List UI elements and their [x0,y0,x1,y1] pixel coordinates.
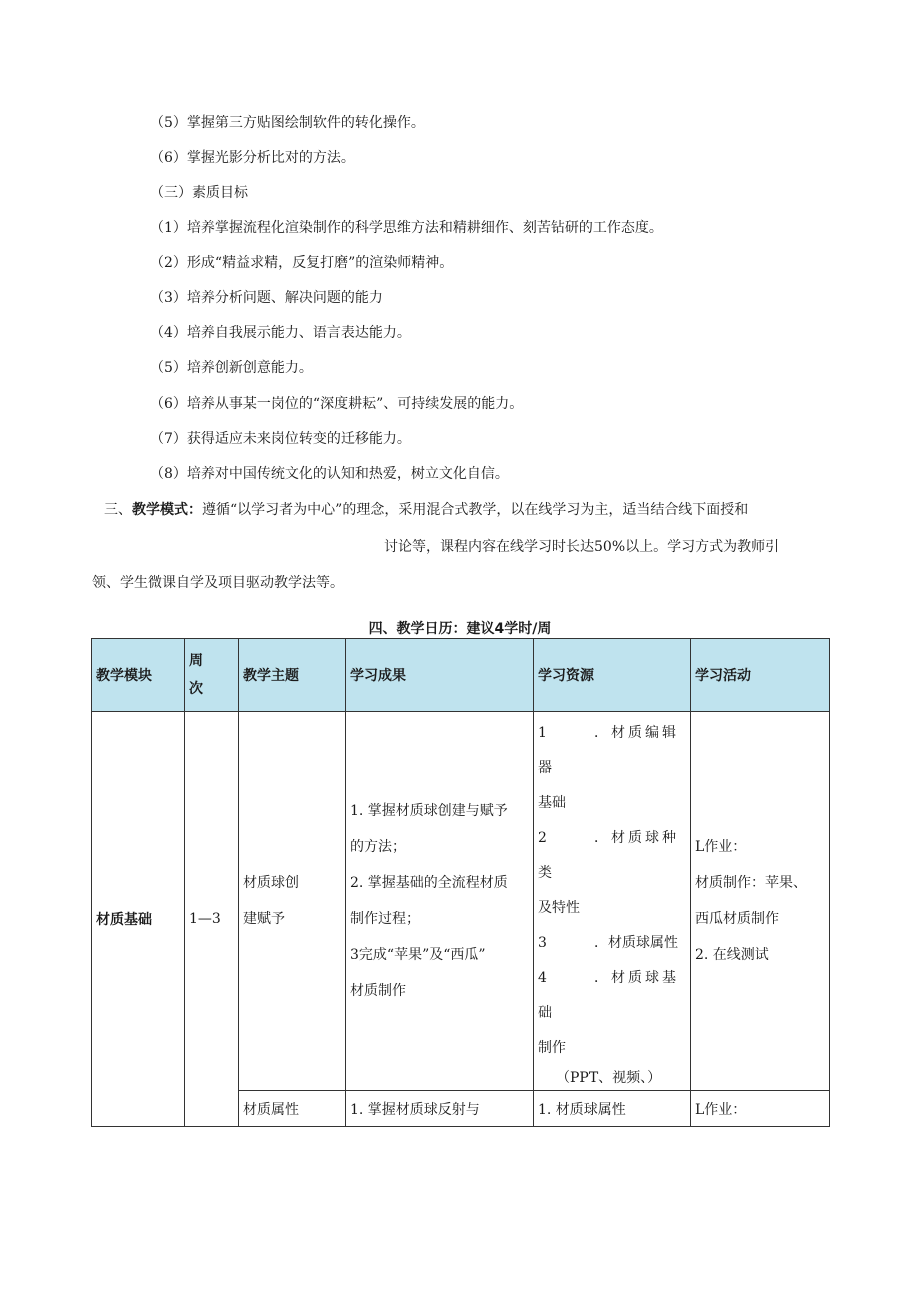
outcome-line: 的方法； [350,839,406,855]
calendar-title: 四、教学日历：建议4学时/周 [368,621,552,637]
resource-cell: 1. 材质球属性 [534,1091,691,1127]
teaching-calendar-table [91,638,830,1127]
header-week [185,639,239,712]
topic-line: 建赋予 [243,911,285,927]
quality-goal-7: （7）获得适应未来岗位转变的迁移能力。 [150,431,411,447]
activity-line: 2. 在线测试 [695,947,769,963]
outcome-line: 1. 掌握材质球创建与赋予 [350,803,508,819]
week-cell: 1—3 [185,712,239,1127]
teaching-mode-prefix: 三、 [104,502,132,518]
outcome-line: 3完成“苹果”及“西瓜” [350,947,486,963]
activity-cell: L作业： [691,1091,830,1127]
quality-goal-5: （5）培养创新创意能力。 [150,360,313,376]
activity-line: 材质制作：苹果、 [695,875,807,891]
resource-cell [534,712,691,1091]
objective-knowledge-6: （6）掌握光影分析比对的方法。 [150,150,355,166]
header-module: 教学模块 [92,639,185,712]
teaching-mode-text-1: 遵循“以学习者为中心”的理念，采用混合式教学，以在线学习为主，适当结合线下面授和 [202,502,749,518]
header-week-line-2: 次 [189,681,203,697]
activity-line: L作业： [695,839,747,855]
header-outcome: 学习成果 [346,639,534,712]
header-resource: 学习资源 [534,639,691,712]
header-topic: 教学主题 [239,639,346,712]
module-cell: 材质基础 [92,712,185,1127]
teaching-mode-line-3: 领、学生微课自学及项目驱动教学法等。 [92,575,344,591]
header-activity: 学习活动 [691,639,830,712]
resource-line: （PPT、视频、） [556,1070,662,1086]
quality-goal-1: （1）培养掌握流程化渲染制作的科学思维方法和精耕细作、刻苦钻研的工作态度。 [150,220,663,236]
quality-goal-6: （6）培养从事某一岗位的“深度耕耘”、可持续发展的能力。 [150,396,524,412]
resource-line: 基础 [538,795,566,811]
resource-line: 1 ．材质编辑器 [538,725,679,776]
quality-goal-8: （8）培养对中国传统文化的认知和热爱，树立文化自信。 [150,466,509,482]
header-week-line-1: 周 [189,653,203,669]
outcome-line: 制作过程； [350,911,420,927]
outcome-line: 材质制作 [350,983,406,999]
quality-goal-3: （3）培养分析问题、解决问题的能力 [150,290,383,306]
resource-line: 制作 [538,1040,566,1056]
quality-goal-2: （2）形成“精益求精，反复打磨”的渲染师精神。 [150,255,454,271]
teaching-mode-line-2: 讨论等，课程内容在线学习时长达50%以上。学习方式为教师引 [384,539,780,555]
teaching-mode-line-1 [104,500,834,520]
activity-line: 西瓜材质制作 [695,911,779,927]
outcome-line: 2. 掌握基础的全流程材质 [350,875,508,891]
topic-cell: 材质属性 [239,1091,346,1127]
outcome-cell: 1. 掌握材质球反射与 [346,1091,534,1127]
topic-line: 材质球创 [243,875,299,891]
table-row [92,712,830,1091]
quality-goal-4: （4）培养自我展示能力、语言表达能力。 [150,325,411,341]
resource-line: 4 ．材质球基础 [538,970,679,1021]
outcome-cell [346,712,534,1091]
topic-cell [239,712,346,1091]
resource-line: 2 ．材质球种类 [538,830,679,881]
quality-goals-heading: （三）素质目标 [150,185,248,201]
activity-cell [691,712,830,1091]
resource-line: 3 ．材质球属性 [538,935,678,951]
objective-knowledge-5: （5）掌握第三方贴图绘制软件的转化操作。 [150,115,425,131]
table-header-row [92,639,830,712]
resource-line: 及特性 [538,900,580,916]
teaching-mode-label: 教学模式： [132,502,202,518]
